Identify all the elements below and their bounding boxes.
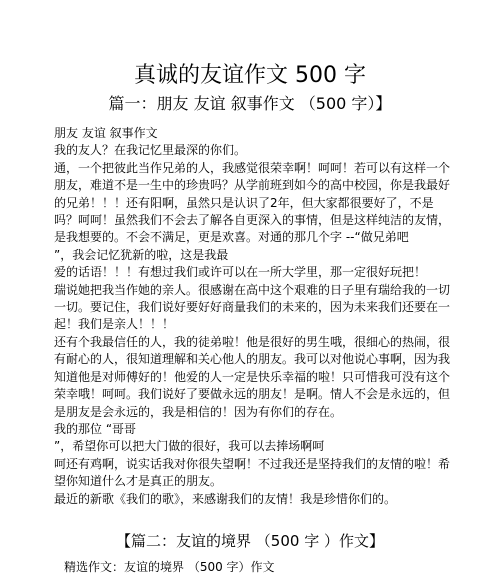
paragraph: 还有个我最信任的人，我的徒弟啦！他是很好的男生哦，很细心的热闹，很有耐心的人，很知道理解和关心他人的朋友。我可以对他说心事啊，因为我知道他是对师傅好的！他爱的人一定是快乐幸福的啦！只可惜我可没有这个荣幸哦！呵呵。我们说好了要做永远的朋友！是啊。情人不会是永远的，但是朋友是会永远的，我是相信的！因为有你们的存在。 [54,334,451,419]
paragraph: ”，我会记忆犹新的啦，这是我最 [54,247,229,262]
paragraph: 瑞说她把我当作她的亲人。很感谢在高中这个艰难的日子里有瑞给我的一切一切。要记住，我们说好要好好商量我们的未来的，因为未来我们还要在一起！我们是亲人！！！ [54,282,451,332]
paragraph: 通，一个把彼此当作兄弟的人，我感觉很荣幸啊！呵呵！若可以有这样一个朋友，难道不是一生中的珍贵吗？从学前班到如今的高中校园，你是我最好的兄弟！！！还有阳啊，虽然只是认识了2年，但大家都很要好了，不是吗？呵呵！虽然我们不会去了解各自更深入的事情，但是这样纯洁的友情，是我想要的。不会不满足，更是欢喜。对通的那几个字 --“做兄弟吧 [54,160,451,245]
paragraph: 我的那位 “哥哥 [54,421,137,436]
paragraph: ”，希望你可以把大门做的很好，我可以去捧场啊呵 [54,439,325,454]
paragraph: 我的友人？在我记忆里最深的你们。 [54,143,247,158]
document-body [54,125,454,508]
paragraph: 爱的话语！！！有想过我们或许可以在一所大学里，那一定很好玩把！ [54,265,427,280]
paragraph: 最近的新歌《我们的歌》，来感谢我们的友情！我是珍惜你们的。 [54,491,397,506]
document-title: 真诚的友谊作文 500 字 [134,63,366,88]
section-2-heading: 【篇二：友谊的境界 （500 字 ）作文】 [116,532,384,550]
paragraph: 朋友 友谊 叙事作文 [54,126,158,140]
paragraph: 呵还有鸡啊，说实话我对你很失望啊！不过我还是坚持我们的友情的啦！希望你知道什么才是真正的朋友。 [54,456,451,489]
section-2-first-line: 精选作文：友谊的境界 （500 字）作文 [64,560,275,574]
section-1-heading: 篇一：朋友 友谊 叙事作文 （500 字）】 [108,94,392,113]
